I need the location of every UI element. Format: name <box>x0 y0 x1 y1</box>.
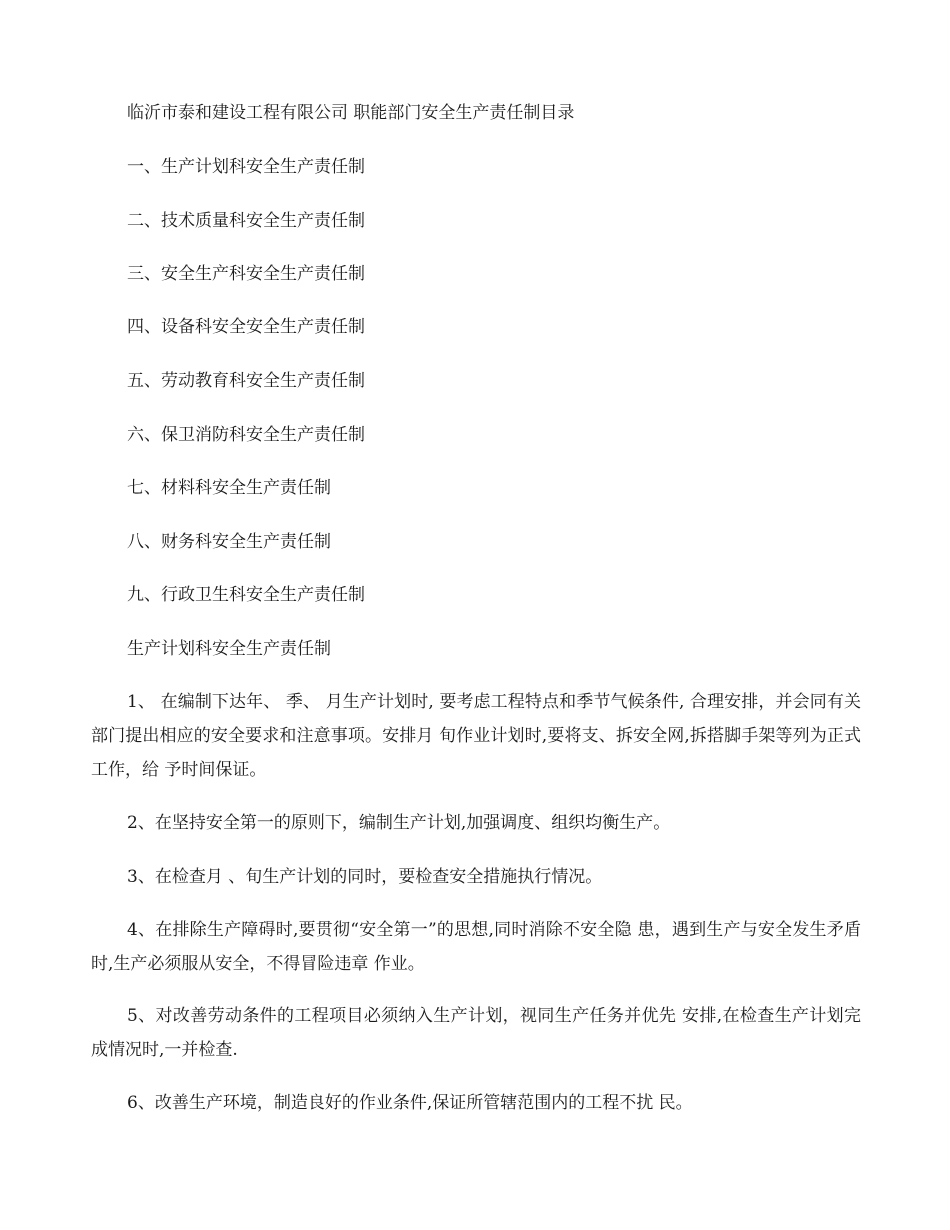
toc-item-6: 六、保卫消防科安全生产责任制 <box>127 425 365 445</box>
toc-item-7: 七、材料科安全生产责任制 <box>127 478 331 498</box>
paragraph-6: 6、改善生产环境，制造良好的作业条件,保证所管辖范围内的工程不扰 民。 <box>127 1093 693 1113</box>
paragraph-3: 3、在检查月 、旬生产计划的同时，要检查安全措施执行情况。 <box>127 867 603 887</box>
toc-item-1: 一、生产计划科安全生产责任制 <box>127 157 365 177</box>
toc-item-9: 九、行政卫生科安全生产责任制 <box>127 585 365 605</box>
section-heading: 生产计划科安全生产责任制 <box>127 639 331 659</box>
toc-item-4: 四、设备科安全安全生产责任制 <box>127 317 365 337</box>
paragraph-1: 1、 在编制下达年、 季、 月生产计划时, 要考虑工程特点和季节气候条件, 合理安排，并会同有关部门提出相应的安全要求和注意事项。安排月 旬作业计划时,要将支、拆安全网,拆搭脚手架等列为正式工作，给 予时间保证。 <box>91 692 861 780</box>
toc-item-8: 八、财务科安全生产责任制 <box>127 532 331 552</box>
paragraph-2: 2、在坚持安全第一的原则下，编制生产计划,加强调度、组织均衡生产。 <box>127 813 671 833</box>
toc-item-2: 二、技术质量科安全生产责任制 <box>127 211 365 231</box>
paragraph-4: 4、在排除生产障碍时,要贯彻“安全第一”的思想,同时消除不安全隐 患，遇到生产与安全发生矛盾时,生产必须服从安全，不得冒险违章 作业。 <box>91 920 861 974</box>
document-title: 临沂市泰和建设工程有限公司 职能部门安全生产责任制目录 <box>127 103 575 123</box>
toc-item-5: 五、劳动教育科安全生产责任制 <box>127 371 365 391</box>
toc-item-3: 三、安全生产科安全生产责任制 <box>127 264 365 284</box>
paragraph-5: 5、对改善劳动条件的工程项目必须纳入生产计划，视同生产任务并优先 安排,在检查生产计划完成情况时,一并检查. <box>91 1006 861 1060</box>
